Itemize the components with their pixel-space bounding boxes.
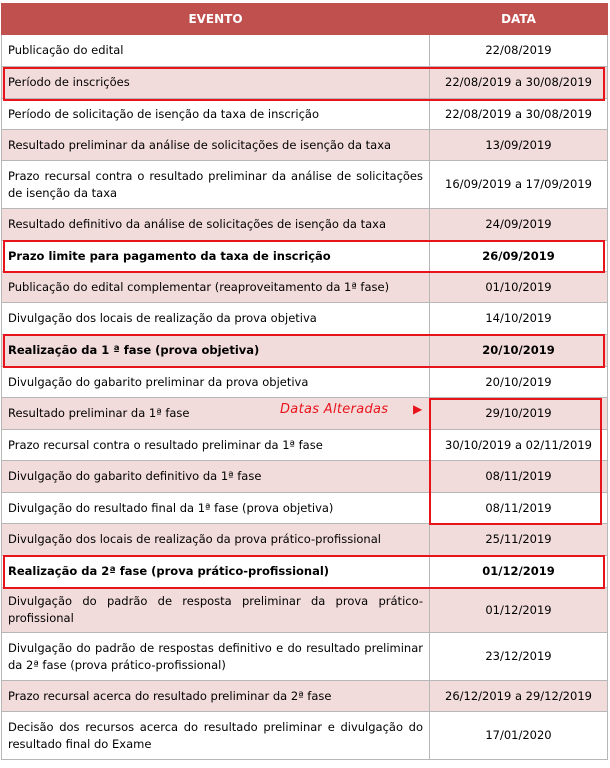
changed-dates-note: Datas Alteradas — [280, 402, 389, 417]
date-cell: 01/10/2019 — [430, 272, 608, 303]
event-cell: Divulgação do gabarito preliminar da prova objetiva — [2, 367, 430, 398]
event-cell: Período de inscrições — [2, 67, 430, 99]
date-cell: 17/01/2020 — [430, 712, 608, 760]
event-cell: Divulgação do padrão de respostas definitivo e do resultado preliminar da 2ª fase (prova prático-profissional) — [2, 633, 430, 681]
table-row — [2, 272, 608, 303]
table-row — [2, 524, 608, 556]
event-cell: Divulgação dos locais de realização da prova objetiva — [2, 303, 430, 335]
date-cell: 08/11/2019 — [430, 493, 608, 524]
header-row — [2, 4, 608, 35]
table-row — [2, 681, 608, 712]
date-cell: 01/12/2019 — [430, 556, 608, 588]
date-cell: 22/08/2019 — [430, 35, 608, 67]
event-cell: Resultado definitivo da análise de solicitações de isenção da taxa — [2, 209, 430, 241]
event-cell: Realização da 1 ª fase (prova objetiva) — [2, 335, 430, 367]
event-column-header: EVENTO — [2, 4, 430, 35]
date-cell: 20/10/2019 — [430, 367, 608, 398]
highlight-primeira-fase — [3, 334, 605, 368]
table-row — [2, 712, 608, 760]
date-cell: 22/08/2019 a 30/08/2019 — [430, 67, 608, 99]
date-cell: 23/12/2019 — [430, 633, 608, 681]
event-cell: Período de solicitação de isenção da taxa de inscrição — [2, 99, 430, 130]
event-cell: Resultado preliminar da 1ª fase — [2, 398, 430, 430]
changed-dates-frame — [429, 398, 602, 525]
arrow-right-icon: ▶ — [413, 402, 423, 416]
event-cell: Prazo recursal contra o resultado preliminar da 1ª fase — [2, 430, 430, 461]
highlight-inscricoes — [3, 67, 605, 101]
table-row — [2, 35, 608, 67]
event-cell: Publicação do edital complementar (reaproveitamento da 1ª fase) — [2, 272, 430, 303]
schedule-table — [1, 3, 608, 760]
date-cell: 16/09/2019 a 17/09/2019 — [430, 161, 608, 209]
date-cell: 08/11/2019 — [430, 461, 608, 493]
date-cell: 24/09/2019 — [430, 209, 608, 241]
event-cell: Decisão dos recursos acerca do resultado preliminar e divulgação do resultado final do Exame — [2, 712, 430, 760]
event-cell: Divulgação do padrão de resposta preliminar da prova prático-profissional — [2, 588, 430, 633]
event-cell: Resultado preliminar da análise de solicitações de isenção da taxa — [2, 130, 430, 161]
table-row — [2, 209, 608, 241]
highlight-pagamento-taxa — [3, 240, 605, 273]
event-cell: Divulgação do gabarito definitivo da 1ª fase — [2, 461, 430, 493]
event-cell: Prazo recursal acerca do resultado preliminar da 2ª fase — [2, 681, 430, 712]
date-cell: 20/10/2019 — [430, 335, 608, 367]
date-column-header: DATA — [430, 4, 608, 35]
highlight-segunda-fase — [3, 555, 605, 589]
event-cell: Prazo recursal contra o resultado preliminar da análise de solicitações de isenção da taxa — [2, 161, 430, 209]
table-row — [2, 303, 608, 335]
table-row — [2, 588, 608, 633]
date-cell: 22/08/2019 a 30/08/2019 — [430, 99, 608, 130]
date-cell: 25/11/2019 — [430, 524, 608, 556]
table-row — [2, 99, 608, 130]
table-row — [2, 367, 608, 398]
date-cell: 01/12/2019 — [430, 588, 608, 633]
event-cell: Realização da 2ª fase (prova prático-profissional) — [2, 556, 430, 588]
date-cell: 30/10/2019 a 02/11/2019 — [430, 430, 608, 461]
table-row — [2, 633, 608, 681]
date-cell: 14/10/2019 — [430, 303, 608, 335]
date-cell: 26/12/2019 a 29/12/2019 — [430, 681, 608, 712]
date-cell: 29/10/2019 — [430, 398, 608, 430]
date-cell: 13/09/2019 — [430, 130, 608, 161]
event-cell: Divulgação dos locais de realização da prova prático-profissional — [2, 524, 430, 556]
event-cell: Publicação do edital — [2, 35, 430, 67]
date-cell: 26/09/2019 — [430, 241, 608, 272]
table-row — [2, 130, 608, 161]
event-cell: Divulgação do resultado final da 1ª fase (prova objetiva) — [2, 493, 430, 524]
table-row — [2, 161, 608, 209]
event-cell: Prazo limite para pagamento da taxa de inscrição — [2, 241, 430, 272]
